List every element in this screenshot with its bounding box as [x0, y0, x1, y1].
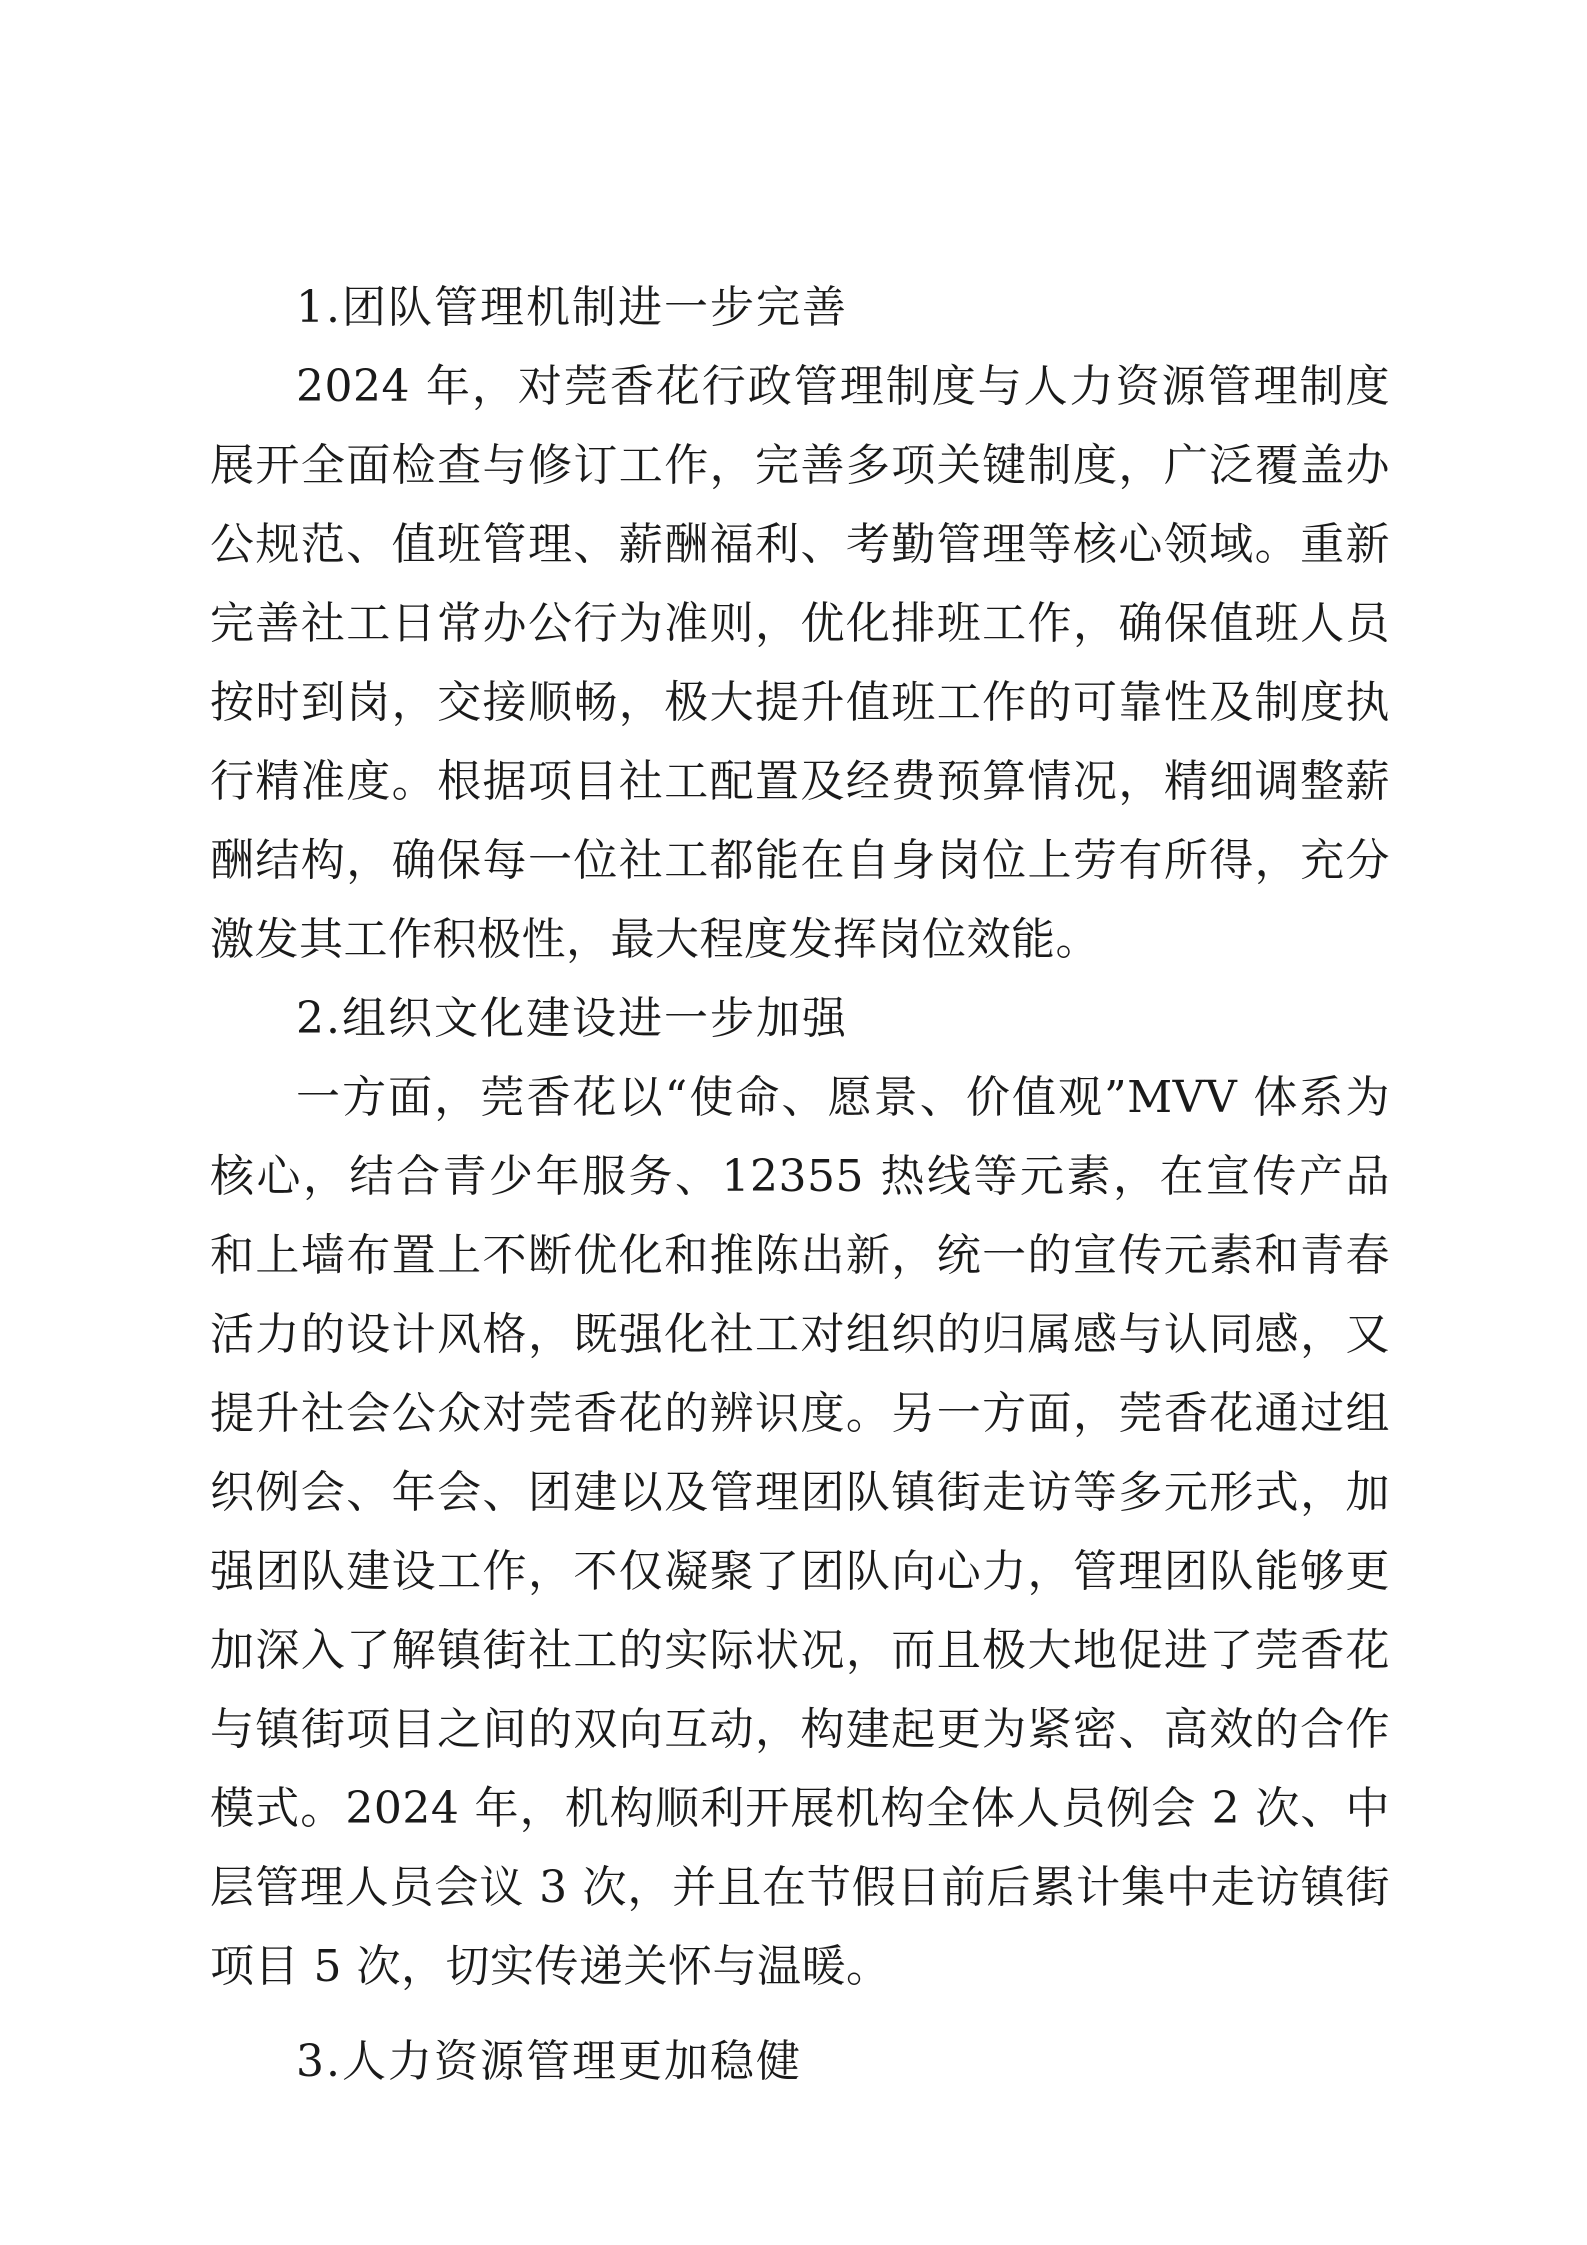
document-body: [210, 268, 1390, 2101]
section-1-paragraph: 2024 年，对莞香花行政管理制度与人力资源管理制度展开全面检查与修订工作，完善多项关键制度，广泛覆盖办公规范、值班管理、薪酬福利、考勤管理等核心领域。重新完善社工日常办公行为准则，优化排班工作，确保值班人员按时到岗，交接顺畅，极大提升值班工作的可靠性及制度执行精准度。根据项目社工配置及经费预算情况，精细调整薪酬结构，确保每一位社工都能在自身岗位上劳有所得，充分激发其工作积极性，最大程度发挥岗位效能。: [210, 361, 1390, 965]
section-2-heading: 2.组织文化建设进一步加强: [296, 993, 848, 1044]
section-3-heading: 3.人力资源管理更加稳健: [296, 2036, 802, 2087]
section-2-paragraph: 一方面，莞香花以“使命、愿景、价值观”MVV 体系为核心，结合青少年服务、12355 热线等元素，在宣传产品和上墙布置上不断优化和推陈出新，统一的宣传元素和青春活力的设计风格，既强化社工对组织的归属感与认同感，又提升社会公众对莞香花的辨识度。另一方面，莞香花通过组织例会、年会、团建以及管理团队镇街走访等多元形式，加强团队建设工作，不仅凝聚了团队向心力，管理团队能够更加深入了解镇街社工的实际状况，而且极大地促进了莞香花与镇街项目之间的双向互动，构建起更为紧密、高效的合作模式。2024 年，机构顺利开展机构全体人员例会 2 次、中层管理人员会议 3 次，并且在节假日前后累计集中走访镇街项目 5 次，切实传递关怀与温暖。: [210, 1072, 1390, 1992]
section-1-heading: 1.团队管理机制进一步完善: [296, 282, 848, 333]
